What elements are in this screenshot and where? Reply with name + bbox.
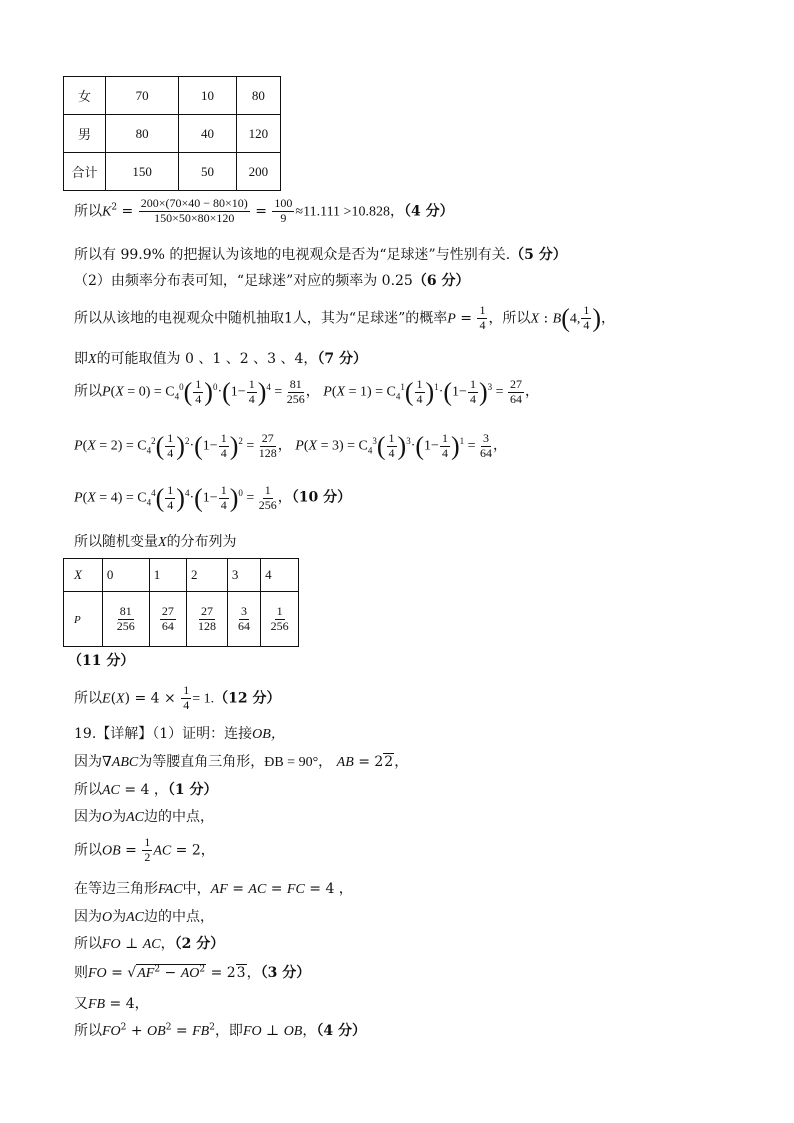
- table-cell: P: [64, 592, 103, 647]
- q19-line6: 在等边三角形FAC中，AF = AC = FC = 4 ，: [74, 881, 353, 897]
- table-cell: 合计: [64, 153, 106, 191]
- score: （12 分）: [214, 690, 281, 707]
- part2-line: [74, 270, 469, 290]
- table-cell: 80: [236, 77, 280, 115]
- q19-line8: 所以FO ⊥ AC，（2 分）: [74, 936, 225, 952]
- table-cell: 80: [106, 115, 179, 153]
- score: （4 分）: [403, 203, 454, 220]
- score: （7 分）: [317, 351, 367, 367]
- values-line: 即X的可能取值为 0 、1 、2 、3 、4，（7 分）: [74, 351, 367, 367]
- score: （5 分）: [510, 247, 567, 263]
- p3-num: 3: [483, 431, 490, 445]
- k2-numerator: 200×(70×40 − 80×10): [140, 196, 248, 210]
- q19-line3: 所以AC = 4 ，（1 分）: [74, 782, 218, 798]
- distribution-table: [63, 558, 299, 647]
- table-cell: $\frac{27}{128}$: [187, 592, 228, 647]
- probability-line: 所以从该地的电视观众中随机抽取1人，其为“足球迷”的概率P = $\frac{1}{4}$ ，所以X : B(4, $\frac{1}{4}$ )，: [74, 303, 616, 333]
- distribution-line: 所以随机变量X的分布列为: [74, 534, 237, 550]
- table-cell: 男: [64, 115, 106, 153]
- table-cell: 10: [179, 77, 237, 115]
- text: 所以从该地的电视观众中随机抽取1人，其为“足球迷”的概率: [74, 310, 448, 327]
- text: = 1.: [192, 691, 215, 707]
- contingency-table: [63, 76, 281, 191]
- conclusion-line: [74, 244, 567, 264]
- text: 所以: [74, 203, 102, 220]
- table-cell: $\frac{27}{64}$: [149, 592, 186, 647]
- table-cell: 200: [236, 153, 280, 191]
- k2-value-den: 9: [280, 210, 287, 225]
- table-cell: 120: [236, 115, 280, 153]
- text: 的分布列为: [166, 534, 237, 550]
- table-cell: 4: [261, 559, 299, 592]
- k2-tail: ≈11.111 >10.828，: [295, 204, 404, 220]
- table-cell: $\frac{3}{64}$: [227, 592, 260, 647]
- table-cell: $\frac{1}{256}$: [261, 592, 299, 647]
- table-cell: 150: [106, 153, 179, 191]
- table-cell: 3: [227, 559, 260, 592]
- q19-line5: 所以OB = $\frac{1}{2}$ AC = 2，: [74, 835, 215, 864]
- p3-den: 64: [480, 445, 493, 460]
- q19-line11: 所以$FO^2 + OB^2 = FB^2$，即FO ⊥ OB，（4 分）: [74, 1022, 366, 1039]
- table-cell: X: [64, 559, 103, 592]
- table-cell: 1: [149, 559, 186, 592]
- p0-num: 81: [289, 377, 302, 391]
- score: （11 分）: [68, 653, 135, 669]
- score: （6 分）: [412, 273, 470, 289]
- q19-line2: 因为∇ABC为等腰直角三角形，ÐB = 90°， AB = 22，: [74, 754, 409, 770]
- q19-line10: 又FB = 4，: [74, 996, 149, 1012]
- text: 所以随机变量: [74, 534, 158, 550]
- table-cell: 0: [102, 559, 149, 592]
- p0-p1-line: 所以$P(X = 0) = C_4^0$( $\frac{1}{4}$ )$^0$·(1− $\frac{1}{4}$ )$^4$ = $\frac{81}{256}$ ， $P(X = 1) = C_4^1$( $\frac{1}{4}$ )$^1$·(1− $\frac{1}{4}$ )$^3$ = $\frac{27}{64}$ ，: [74, 377, 540, 407]
- p1-den: 64: [510, 391, 523, 406]
- p0-den: 256: [286, 391, 305, 406]
- table-cell: 40: [179, 115, 237, 153]
- table-cell: 2: [187, 559, 228, 592]
- q19-line7: 因为O为AC边的中点，: [74, 909, 215, 925]
- text: 所以有 99.9% 的把握认为该地的电视观众是否为“足球迷”与性别有关.: [74, 247, 511, 263]
- p2-num: 27: [261, 431, 274, 445]
- table-cell: 女: [64, 77, 106, 115]
- p4-num: 1: [264, 483, 271, 497]
- q19-heading: 19.【详解】（1）证明：连接OB，: [74, 726, 285, 742]
- table-cell: 70: [106, 77, 179, 115]
- p2-p3-line: $P(X = 2) = C_4^2$( $\frac{1}{4}$ )$^2$·(1− $\frac{1}{4}$ )$^2$ = $\frac{27}{128}$ ， $P(X = 3) = C_4^3$( $\frac{1}{4}$ )$^3$·(1− $\frac{1}{4}$ )$^1$ = $\frac{3}{64}$ ，: [74, 431, 508, 461]
- p4-den: 256: [258, 497, 277, 512]
- text: 所以: [74, 690, 102, 707]
- expectation-line: 所以E(X) = 4 × $\frac{1}{4}$ = 1.（12 分）: [74, 683, 281, 712]
- score: （10 分）: [291, 489, 352, 506]
- text: ，所以: [488, 310, 531, 327]
- p2-den: 128: [258, 445, 277, 460]
- k2-formula-line: 所以$K^2$ = $\frac{200\times(70\times 40 - 80\times 10)}{150\times 50\times 80\times 120}$ = $\frac{100}{9}$ ≈11.111 >10.828，（4 分）: [74, 196, 454, 225]
- text: 即: [74, 351, 88, 367]
- table-cell: $\frac{81}{256}$: [102, 592, 149, 647]
- k2-value-num: 100: [274, 196, 293, 210]
- text: （2）由频率分布表可知，“足球迷”对应的频率为 0.25: [74, 273, 413, 289]
- k2-denominator: 150×50×80×120: [154, 210, 235, 225]
- p1-num: 27: [510, 377, 523, 391]
- text: 19.【详解】（1）证明：连接: [74, 726, 253, 742]
- p4-line: $P(X = 4) = C_4^4$( $\frac{1}{4}$ )$^4$·(1− $\frac{1}{4}$ )$^0$ = $\frac{1}{256}$ ，（10 分）: [74, 483, 352, 513]
- table-cell: 50: [179, 153, 237, 191]
- text: 的可能取值为 0 、1 、2 、3 、4，: [96, 351, 318, 367]
- q19-line4: 因为O为AC边的中点，: [74, 809, 215, 825]
- q19-line9: 则FO = $√AF^2 - AO^2 = 23$，（3 分）: [74, 964, 311, 981]
